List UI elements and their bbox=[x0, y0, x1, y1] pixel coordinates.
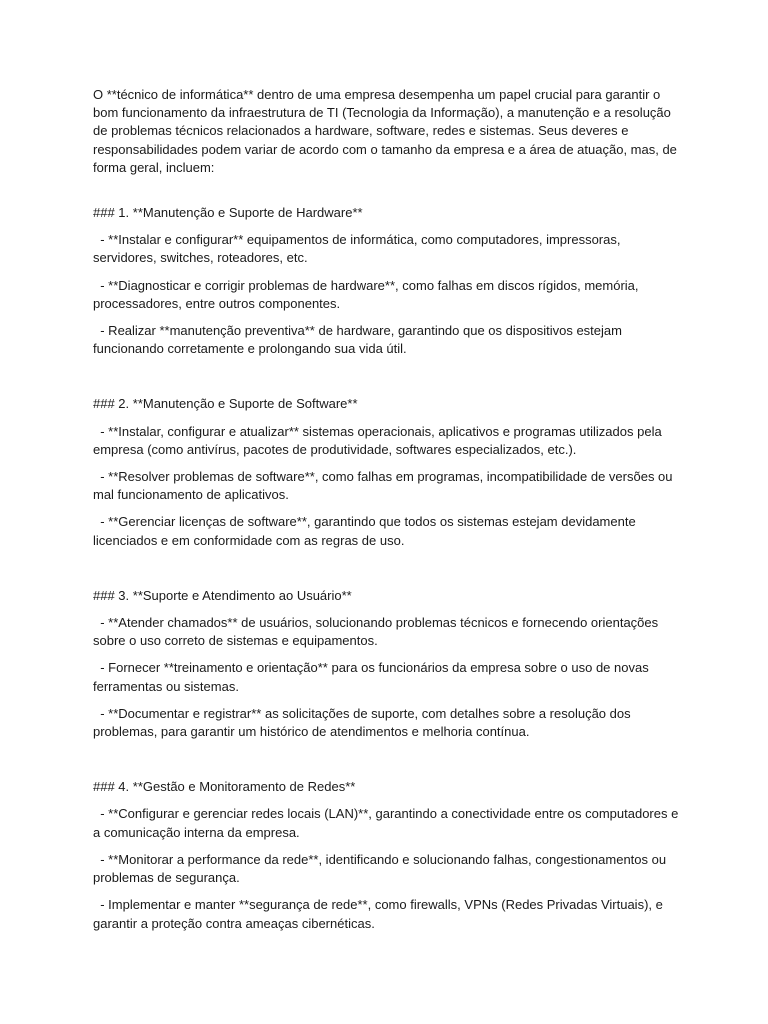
section-software bbox=[93, 395, 683, 549]
section-networks bbox=[93, 778, 683, 932]
section-user-support bbox=[93, 587, 683, 741]
section-heading: ### 1. **Manutenção e Suporte de Hardware** bbox=[93, 205, 363, 221]
section-heading: ### 3. **Suporte e Atendimento ao Usuário** bbox=[93, 587, 352, 603]
list-item: - Implementar e manter **segurança de rede**, como firewalls, VPNs (Redes Privadas Virtuais), e garantir a proteção contra ameaças cibernéticas. bbox=[93, 897, 667, 931]
list-item: - **Instalar e configurar** equipamentos de informática, como computadores, impressoras, servidores, switches, roteadores, etc. bbox=[93, 232, 625, 266]
list-item: - Fornecer **treinamento e orientação** para os funcionários da empresa sobre o uso de novas ferramentas ou sistemas. bbox=[93, 660, 653, 694]
list-item: - **Atender chamados** de usuários, solucionando problemas técnicos e fornecendo orientações sobre o uso correto de sistemas e equipamentos. bbox=[93, 615, 662, 649]
list-item: - **Resolver problemas de software**, como falhas em programas, incompatibilidade de versões ou mal funcionamento de aplicativos. bbox=[93, 469, 677, 503]
list-item: - **Diagnosticar e corrigir problemas de hardware**, como falhas em discos rígidos, memória, processadores, entre outros componentes. bbox=[93, 277, 643, 311]
document-page bbox=[93, 86, 683, 933]
section-heading: ### 2. **Manutenção e Suporte de Software** bbox=[93, 396, 358, 412]
list-item: - **Monitorar a performance da rede**, identificando e solucionando falhas, congestionamentos ou problemas de segurança. bbox=[93, 851, 670, 886]
list-item: - **Documentar e registrar** as solicitações de suporte, com detalhes sobre a resolução dos problemas, para garantir um histórico de atendimentos e melhoria contínua. bbox=[93, 705, 635, 740]
list-item: - **Configurar e gerenciar redes locais (LAN)**, garantindo a conectividade entre os computadores e a comunicação interna da empresa. bbox=[93, 806, 682, 840]
list-item: - **Instalar, configurar e atualizar** sistemas operacionais, aplicativos e programas utilizados pela empresa (como antivírus, pacotes de produtividade, softwares especializados, etc.). bbox=[93, 423, 666, 457]
section-heading: ### 4. **Gestão e Monitoramento de Redes** bbox=[93, 779, 356, 795]
list-item: - **Gerenciar licenças de software**, garantindo que todos os sistemas estejam devidamente licenciados e em conformidade com as regras de uso. bbox=[93, 514, 640, 548]
list-item: - Realizar **manutenção preventiva** de hardware, garantindo que os dispositivos estejam funcionando corretamente e prolongando sua vida útil. bbox=[93, 323, 626, 357]
intro-paragraph: O **técnico de informática** dentro de uma empresa desempenha um papel crucial para garantir o bom funcionamento da infraestrutura de TI (Tecnologia da Informação), a manutenção e a resolução de problemas técnicos relacionados a hardware, software, redes e sistemas. Seus deveres e responsabilidades podem variar de acordo com o tamanho da empresa e a área de atuação, mas, de forma geral, incluem: bbox=[93, 87, 677, 175]
section-hardware bbox=[93, 204, 683, 358]
